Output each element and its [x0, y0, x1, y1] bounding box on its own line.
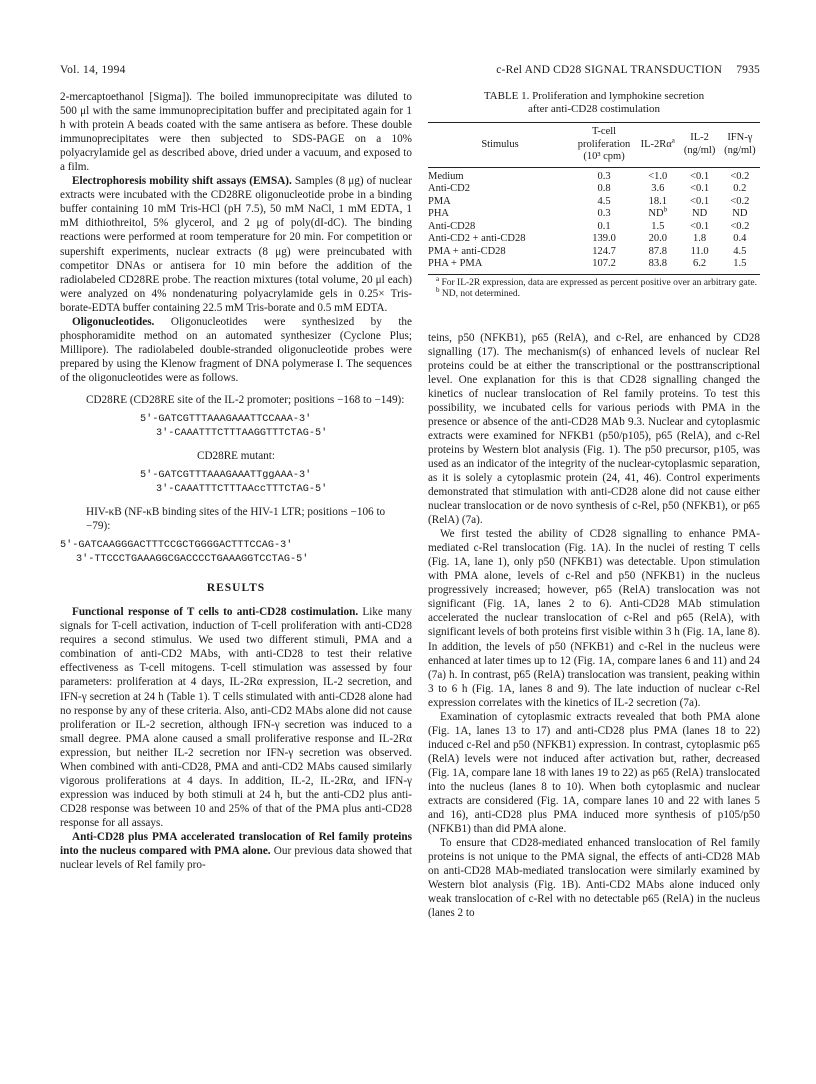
- column-header-proliferation: [572, 123, 636, 168]
- cell-proliferation: 0.3: [597, 208, 611, 219]
- cell-stimulus: Anti-CD2 + anti-CD28: [428, 233, 526, 244]
- paragraph-accelerated-translocation: [60, 830, 412, 872]
- cell-il2: <0.1: [690, 220, 710, 232]
- cell-proliferation: 0.8: [597, 183, 611, 194]
- emsa-body: Samples (8 μg) of nuclear extracts were incubated with the CD28RE oligonucleotide probe in a binding buffer containing 10 mM Tris-HCl (pH 7.5), 50 mM NaCl, 1 mM EDTA, 1 mM dithiothreitol, 5% glycerol, and 2 μg of poly(dI-dC). The binding reactions were performed at room temperature for 20 min. For competition or supershift experiments, nuclear extracts (8 μg) were preincubated with competitor DNAs or antisera for 10 min before the addition of the radiolabeled CD28RE probe. The reaction mixtures (total volume, 20 μl each) were analyzed on 4% nondenaturing polyacrylamide gels in 0.25× Tris-borate-EDTA buffer containing 22.5 mM Tris-borate and 0.5 mM EDTA.: [60, 175, 412, 314]
- sequence-block-hiv: [60, 505, 412, 567]
- column-header-il2: [679, 123, 719, 168]
- cell-il2r: 20.0: [648, 233, 667, 244]
- cell-proliferation: 0.3: [597, 170, 611, 182]
- cell-proliferation: 4.5: [597, 195, 611, 207]
- right-column: [428, 90, 760, 920]
- cell-ifn: <0.2: [730, 220, 750, 232]
- emsa-heading: Electrophoresis mobility shift assays (EMSA).: [72, 175, 292, 188]
- header-line: IL-2: [690, 132, 709, 144]
- cell-stimulus: PMA + anti-CD28: [428, 245, 506, 257]
- sequence-strand-top: 5′-GATCGTTTAAAGAAATTggAAA-3′: [140, 470, 312, 482]
- table-row: [428, 221, 760, 234]
- table-header-row: [428, 123, 760, 168]
- footnote-text: For IL-2R expression, data are expressed as percent positive over an arbitrary gate.: [439, 277, 757, 288]
- footnote-marker: a: [436, 274, 440, 283]
- cell-il2r: 1.5: [651, 220, 665, 232]
- cell-ifn: 0.4: [733, 233, 747, 244]
- cell-ifn: 4.5: [733, 245, 747, 257]
- table-1: [428, 122, 760, 275]
- header-line: (ng/ml): [724, 144, 756, 156]
- cell-il2: <0.1: [690, 170, 710, 182]
- cell-il2r: 3.6: [651, 183, 665, 194]
- running-title-block: [496, 64, 760, 76]
- table-caption-line: TABLE 1. Proliferation and lymphokine secretion: [483, 90, 705, 102]
- column-header-stimulus: Stimulus: [428, 123, 572, 168]
- left-column: [60, 90, 412, 872]
- oligo-heading: Oligonucleotides.: [72, 315, 155, 328]
- footnote-marker: a: [671, 136, 675, 144]
- sequence-strand-top: 5′-GATCGTTTAAAGAAATTCCAAA-3′: [140, 414, 312, 426]
- header-line: (10³ cpm): [583, 151, 625, 162]
- footnote-b: [428, 285, 760, 301]
- table-caption: [428, 90, 760, 116]
- header-line: proliferation: [577, 138, 631, 150]
- functional-heading: Functional response of T cells to anti-CD28 costimulation.: [72, 606, 359, 619]
- cell-stimulus: Medium: [428, 170, 464, 182]
- cell-proliferation: 124.7: [592, 245, 616, 257]
- table-row: [428, 208, 760, 221]
- sequence-strand-top: 5′-GATCAAGGGACTTTCCGCTGGGGACTTTCCAG-3′: [60, 540, 293, 552]
- cell-stimulus: PHA + PMA: [428, 258, 572, 274]
- paragraph-anti-cd2: To ensure that CD28-mediated enhanced translocation of Rel family proteins is not unique to the PMA signal, the effects of anti-CD28 MAb on anti-CD28 MAb-mediated translocation were similarly examined by Western blot analysis (Fig. 1B). Anti-CD2 MAbs alone induced only weak translocation of c-Rel with no detectable p65 (RelA) in the nucleus (lanes 2 to: [428, 837, 760, 920]
- sequence-block-mutant: [60, 449, 412, 497]
- sequence-strand-bottom: 3′-CAAATTTCTTTAAccTTTCTAG-5′: [156, 484, 328, 496]
- table-row: [428, 183, 760, 196]
- page-number: 7935: [736, 64, 760, 76]
- sequence-title-cd28re: CD28RE (CD28RE site of the IL-2 promoter; positions −168 to −149):: [86, 393, 405, 406]
- sequence-title-hiv: HIV-κB (NF-κB binding sites of the HIV-1 LTR; positions −106 to −79):: [86, 506, 386, 533]
- cell-il2r: 83.8: [636, 258, 679, 274]
- volume-label: Vol. 14, 1994: [60, 64, 126, 76]
- table-row: [428, 167, 760, 183]
- accelerated-body: Our previous data showed that nuclear levels of Rel family pro-: [60, 845, 412, 872]
- footnote-marker: b: [663, 205, 668, 214]
- cell-ifn: 1.5: [720, 258, 760, 274]
- results-heading: RESULTS: [206, 582, 266, 595]
- cell-ifn: <0.2: [730, 170, 750, 182]
- sequence-strand-bottom: 3′-CAAATTTCTTTAAGGTTTCTAG-5′: [156, 428, 328, 440]
- cell-stimulus: Anti-CD28: [428, 220, 476, 232]
- cell-stimulus: PMA: [428, 195, 451, 207]
- paragraph-functional-response: [60, 605, 412, 830]
- cell-ifn: <0.2: [730, 195, 750, 207]
- paragraph-emsa: [60, 174, 412, 314]
- sequence-strand: [60, 469, 412, 497]
- sequence-block-cd28re: [60, 393, 412, 441]
- cell-il2: <0.1: [690, 195, 710, 207]
- header-line: IFN-γ: [727, 132, 753, 144]
- table-row: [428, 246, 760, 259]
- table-row: [428, 258, 760, 274]
- cell-stimulus: Anti-CD2: [428, 183, 470, 194]
- cell-il2: <0.1: [690, 183, 710, 194]
- footnote-text: ND, not determined.: [439, 289, 520, 299]
- sequence-strand: [60, 413, 412, 441]
- cell-il2r: [636, 205, 679, 221]
- cell-stimulus: PHA: [428, 208, 450, 219]
- cell-ifn: 0.2: [733, 183, 747, 194]
- header-line: IL-2Rα: [640, 138, 672, 150]
- cell-proliferation: 107.2: [572, 258, 636, 274]
- cell-il2: 6.2: [679, 258, 719, 274]
- cell-il2: 1.8: [693, 233, 707, 244]
- cell-il2r: <1.0: [648, 170, 668, 182]
- cell-il2: 11.0: [690, 245, 709, 257]
- cell-proliferation: 0.1: [597, 220, 611, 232]
- paragraph-oligonucleotides: [60, 315, 412, 385]
- paragraph-rel-continuation: teins, p50 (NFKB1), p65 (RelA), and c-Rel, are enhanced by CD28 signalling (17). The mechanism(s) of enhanced levels of nuclear Rel proteins could be at either the transcriptional or the posttranscriptional level. One explanation for this is that CD28 signalling changed the kinetics of nuclear translocation of Rel family proteins. To test this possibility, we incubated cells for various periods with PMA in the presence or absence of the anti-CD28 MAb 9.3. Nuclear and cytoplasmic extracts were examined for NFKB1 (p50/p105), p65 (RelA), and c-Rel proteins by Western blot analysis (Fig. 1). The p50 precursor, p105, was used as an indicator of the integrity of the nuclear-cytoplasmic separation, as it is solely a cytoplasmic protein (24, 41, 46). Control experiments demonstrated that stimulation with anti-CD28 alone did not cause either nuclear translocation or de novo synthesis of c-Rel, p50 (NFKB1), or p65 (RelA) (7a).: [428, 331, 760, 527]
- cell-proliferation: 139.0: [592, 233, 616, 244]
- table-caption-line: after anti-CD28 costimulation: [528, 103, 660, 115]
- paragraph-cytoplasmic-extracts: Examination of cytoplasmic extracts revealed that both PMA alone (Fig. 1A, lanes 13 to 17) and anti-CD28 plus PMA (lanes 18 to 22) induced c-Rel and p50 (NFKB1) expression. In contrast, cytoplasmic p65 (RelA) levels were not induced after activation but, rather, decreased (Fig. 1A, compare lane 18 with lanes 19 to 22) as p65 (RelA) translocated into the nucleus (lanes 8 to 10). When both cytoplasmic and nuclear extracts are considered (Fig. 1A, compare lanes 10 and 22 with lanes 5 and 16), anti-CD28 plus PMA induced more synthesis of p105/p50 (NFKB1) than did PMA alone.: [428, 710, 760, 836]
- table-footnotes: [428, 274, 760, 301]
- column-header-il2r: [636, 123, 679, 168]
- header-line: (ng/ml): [683, 144, 716, 156]
- table-row: [428, 196, 760, 209]
- cell-il2r: 87.8: [648, 245, 667, 257]
- column-header-ifn: [720, 123, 760, 168]
- table-row: [428, 233, 760, 246]
- spacer: [428, 301, 760, 331]
- oligo-body: Oligonucleotides were synthesized by the phosphoramidite method on an automated synthesizer (Cyclone Plus; Millipore). The radiolabeled double-stranded oligonucleotide probes were prepared by using the Klenow fragment of DNA polymerase I. The sequences of the oligonucleotides were as follows.: [60, 315, 412, 384]
- paragraph-crel-translocation: We first tested the ability of CD28 signalling to enhance PMA-mediated c-Rel translocation (Fig. 1A). In the nuclei of resting T cells (Fig. 1A, lane 1), only p50 (NFKB1) was detectable. Upon stimulation with PMA alone, levels of c-Rel and p50 (NFKB1) in the nucleus progressively increased; however, p65 (RelA) translocation was not significant (Fig. 1A, lanes 2 to 6). Anti-CD28 MAb stimulation accelerated the nuclear translocation of c-Rel and p65 (RelA), with significant levels of both proteins first visible within 3 h (Fig. 1A, lane 8). In addition, the levels of p50 (NFKB1) and c-Rel in the nucleus were enhanced at later times up to 12 (Fig. 1A, compare lanes 6 and 11) and 24 (7a) h. In contrast, p65 (RelA) translocation was transient, peaking within 3 to 6 h (Fig. 1A, lanes 8 and 9). The late induction of nuclear c-Rel expression correlates with the kinetics of IL-2 secretion (7a).: [428, 528, 760, 709]
- paragraph-immunoprecipitate: 2-mercaptoethanol [Sigma]). The boiled immunoprecipitate was diluted to 500 μl with the same immunoprecipitation buffer and precipitated again for 1 h with protein A beads coated with the same antisera as before. These double immunoprecipitates were then subjected to SDS-PAGE on a 10% polyacrylamide gel as described above, dried under a vacuum, and exposed to a film.: [60, 91, 412, 174]
- footnote-marker: b: [436, 285, 440, 294]
- header-line: T-cell: [591, 126, 617, 137]
- sequence-strand-bottom: 3′-TTCCCTGAAAGGCGACCCCTGAAAGGTCCTAG-5′: [76, 554, 309, 566]
- running-header: [60, 64, 760, 80]
- cell-il2r-value: ND: [648, 208, 664, 219]
- cell-il2: ND: [691, 208, 708, 219]
- cell-il2r: 18.1: [648, 195, 667, 207]
- running-title: c-Rel AND CD28 SIGNAL TRANSDUCTION: [496, 64, 723, 76]
- footnote-a: [428, 274, 760, 290]
- functional-body: Like many signals for T-cell activation, induction of T-cell proliferation with anti-CD28 requires a second stimulus. We used two different stimuli, PMA and a combination of anti-CD2 MAbs, with anti-CD28 to test their relative effectiveness as T-cell mitogens. T-cell stimulation was assessed by four parameters: proliferation at 4 days, IL-2Rα expression, IL-2 secretion, and IFN-γ secretion at 24 h (Table 1). T cells stimulated with anti-CD28 alone had no response by any of these criteria. Also, anti-CD2 MAbs alone did not cause proliferation or IL-2 secretion, although IFN-γ secretion was induced to a small degree. PMA alone caused a small proliferative response and IL-2Rα expression, but neither IL-2 secretion nor IFN-γ secretion was observed. When combined with anti-CD28, PMA and anti-CD2 MAbs caused similarly vigorous proliferations at 4 days. In addition, IL-2, IL-2Rα, and IFN-γ expression was induced by both stimuli at 24 h, but the anti-CD2 plus anti-CD28 response was between 10 and 25% of that of the PMA plus anti-CD28 response for all assays.: [60, 606, 412, 829]
- sequence-strand: [60, 539, 412, 567]
- cell-ifn: ND: [732, 208, 748, 219]
- sequence-title-mutant: CD28RE mutant:: [196, 450, 275, 463]
- accelerated-heading: Anti-CD28 plus PMA accelerated translocation of Rel family proteins into the nucleus compared with PMA alone.: [60, 830, 412, 858]
